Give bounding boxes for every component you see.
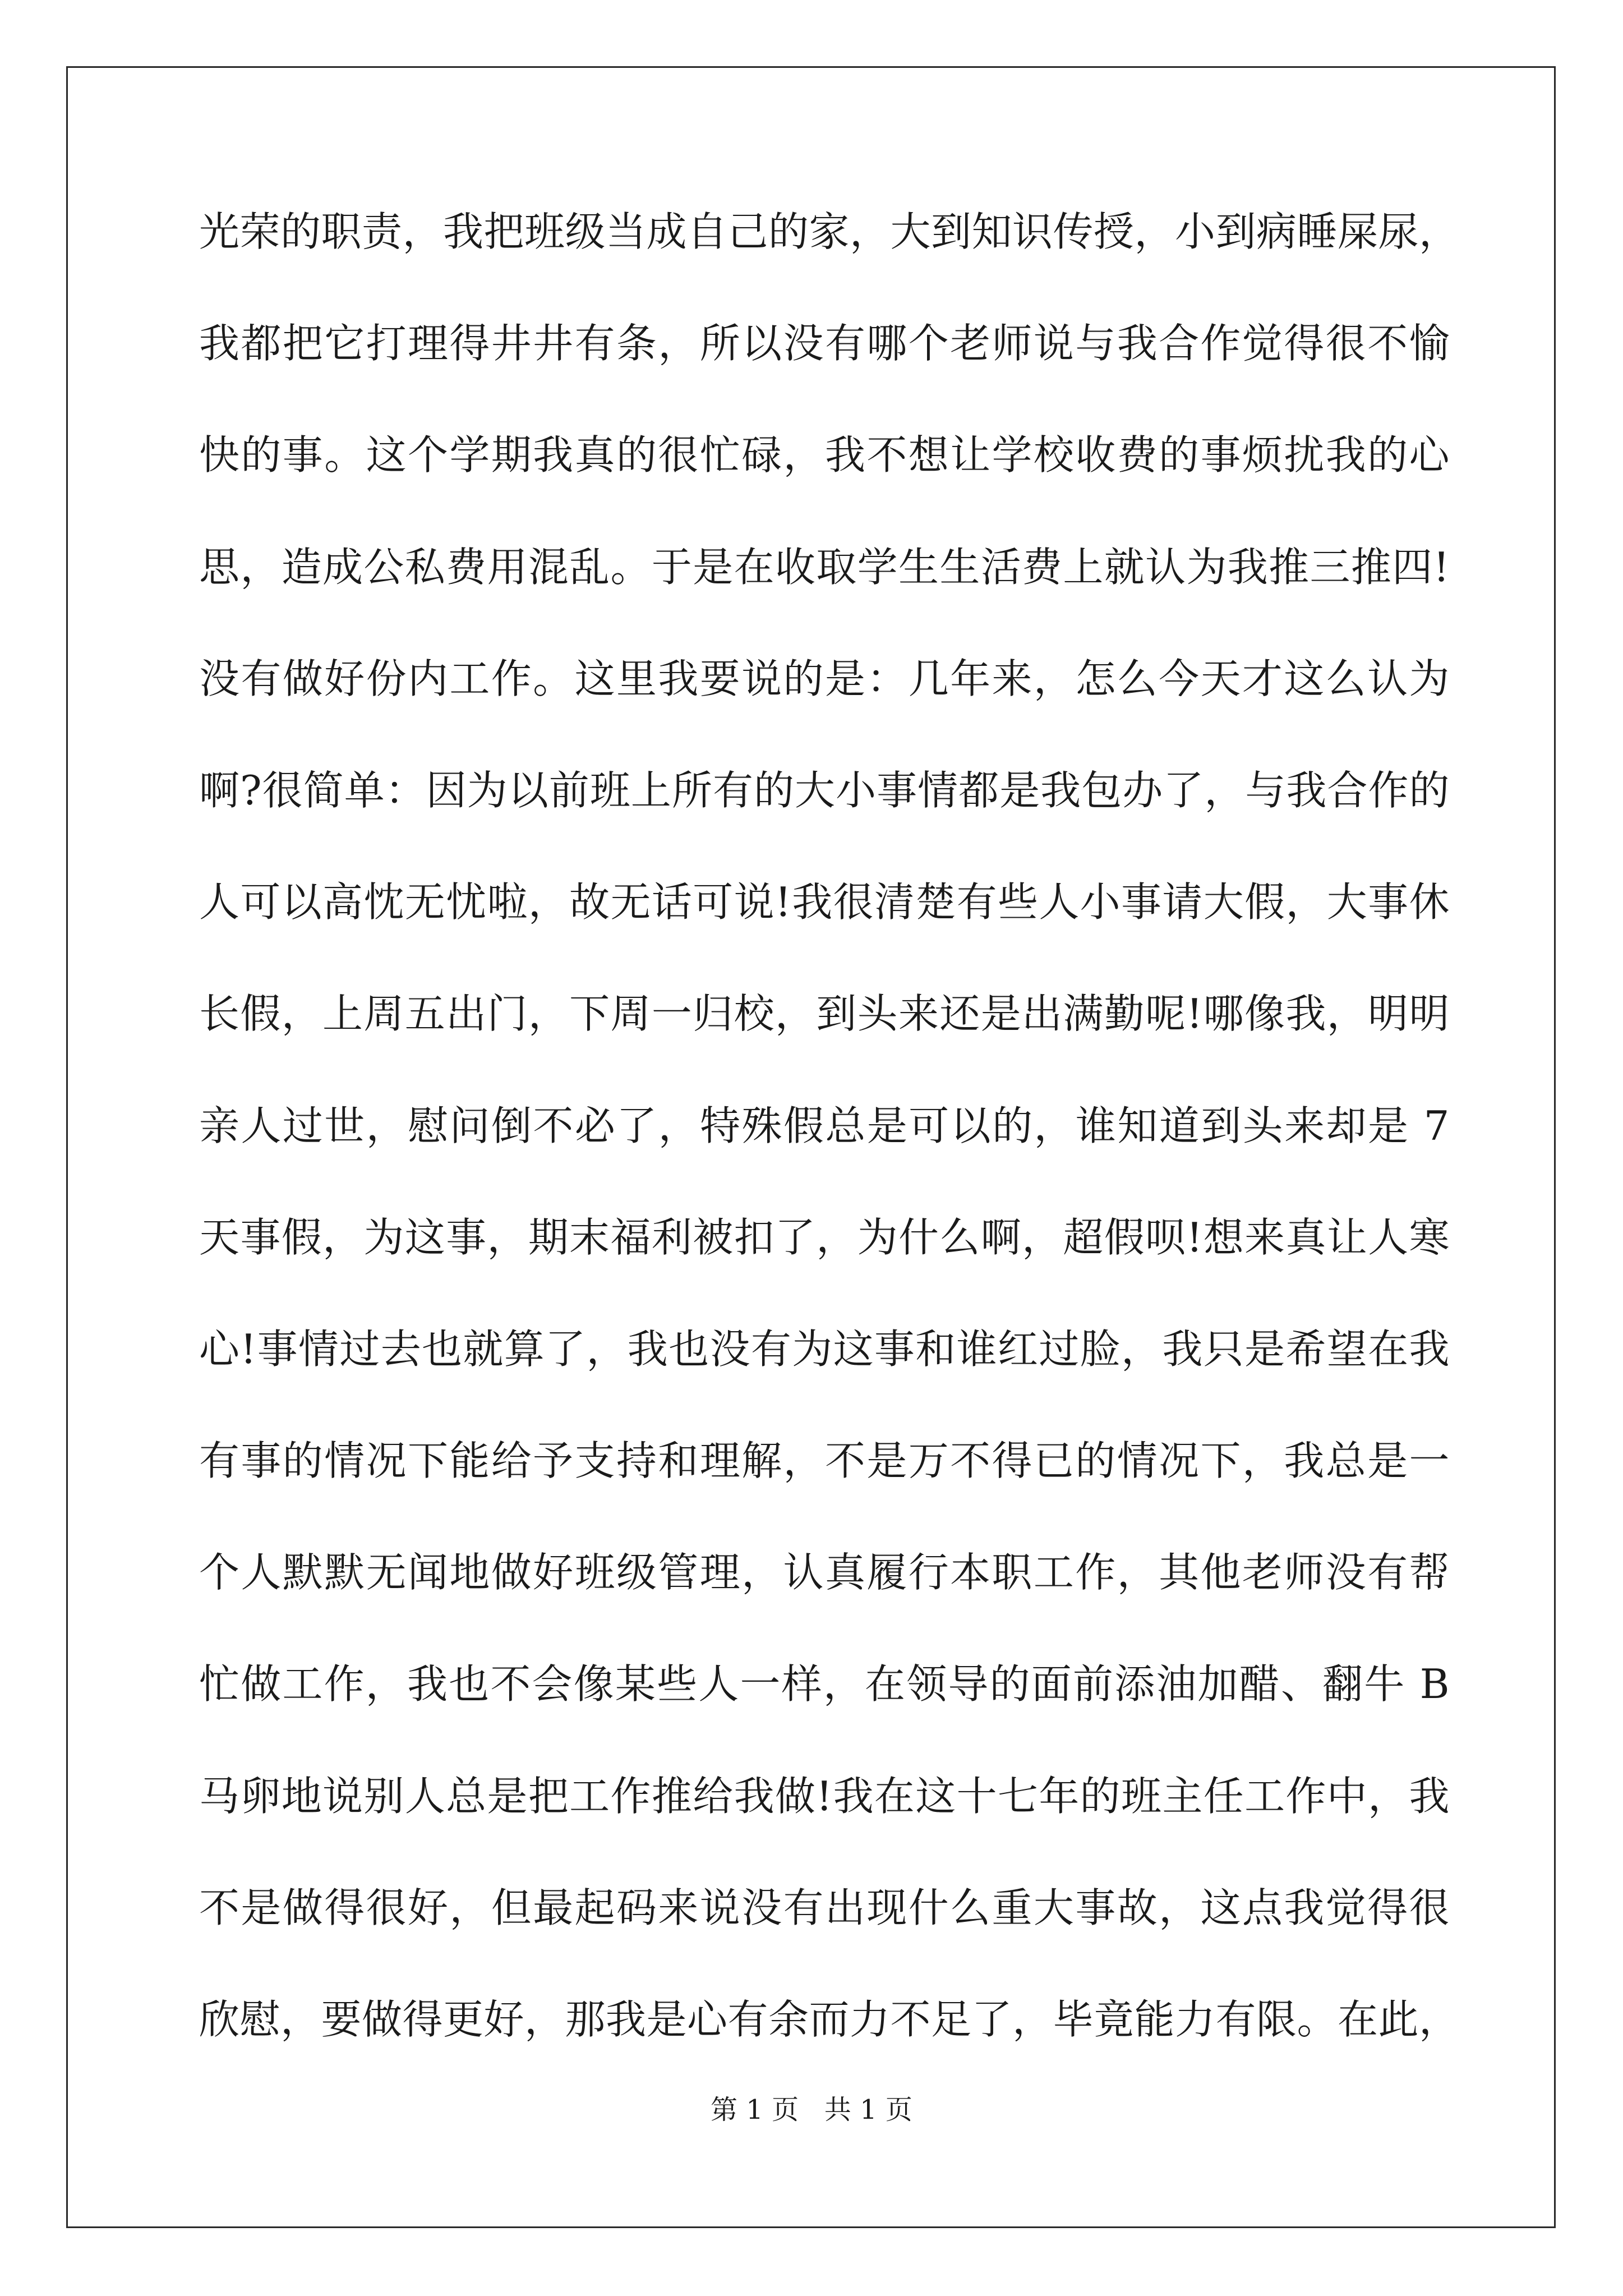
text-line: 亲人过世，慰问倒不必了，特殊假总是可以的，谁知道到头来却是 7 bbox=[199, 1102, 1450, 1149]
text-line: 马卵地说别人总是把工作推给我做!我在这十七年的班主任工作中，我 bbox=[199, 1772, 1450, 1820]
text-line: 没有做好份内工作。这里我要说的是：几年来，怎么今天才这么认为 bbox=[199, 655, 1450, 702]
text-line: 我都把它打理得井井有条，所以没有哪个老师说与我合作觉得很不愉 bbox=[199, 320, 1450, 367]
text-line: 忙做工作，我也不会像某些人一样，在领导的面前添油加醋、翻牛 B bbox=[199, 1660, 1450, 1708]
text-line: 光荣的职责，我把班级当成自己的家，大到知识传授，小到病睡屎尿， bbox=[199, 208, 1460, 255]
text-line: 思，造成公私费用混乱。于是在收取学生生活费上就认为我推三推四! bbox=[199, 543, 1450, 591]
text-line: 个人默默无闻地做好班级管理，认真履行本职工作，其他老师没有帮 bbox=[199, 1549, 1450, 1596]
text-line: 天事假，为这事，期末福利被扣了，为什么啊，超假呗!想来真让人寒 bbox=[199, 1213, 1450, 1261]
document-body bbox=[199, 198, 1460, 2097]
text-line: 啊?很简单：因为以前班上所有的大小事情都是我包办了，与我合作的 bbox=[199, 766, 1450, 814]
text-line: 有事的情况下能给予支持和理解，不是万不得已的情况下，我总是一 bbox=[199, 1437, 1450, 1485]
text-line: 人可以高忱无忧啦，故无话可说!我很清楚有些人小事请大假，大事休 bbox=[199, 878, 1450, 926]
text-line: 心!事情过去也就算了，我也没有为这事和谁红过脸，我只是希望在我 bbox=[199, 1325, 1450, 1373]
text-line: 欣慰，要做得更好，那我是心有余而力不足了，毕竟能力有限。在此， bbox=[199, 1996, 1460, 2043]
text-line: 长假，上周五出门，下周一归校，到头来还是出满勤呢!哪像我，明明 bbox=[199, 990, 1450, 1038]
page-footer: 第 1 页 共 1 页 bbox=[711, 2094, 912, 2125]
text-line: 不是做得很好，但最起码来说没有出现什么重大事故，这点我觉得很 bbox=[199, 1884, 1450, 1931]
text-line: 快的事。这个学期我真的很忙碌，我不想让学校收费的事烦扰我的心 bbox=[199, 431, 1450, 479]
